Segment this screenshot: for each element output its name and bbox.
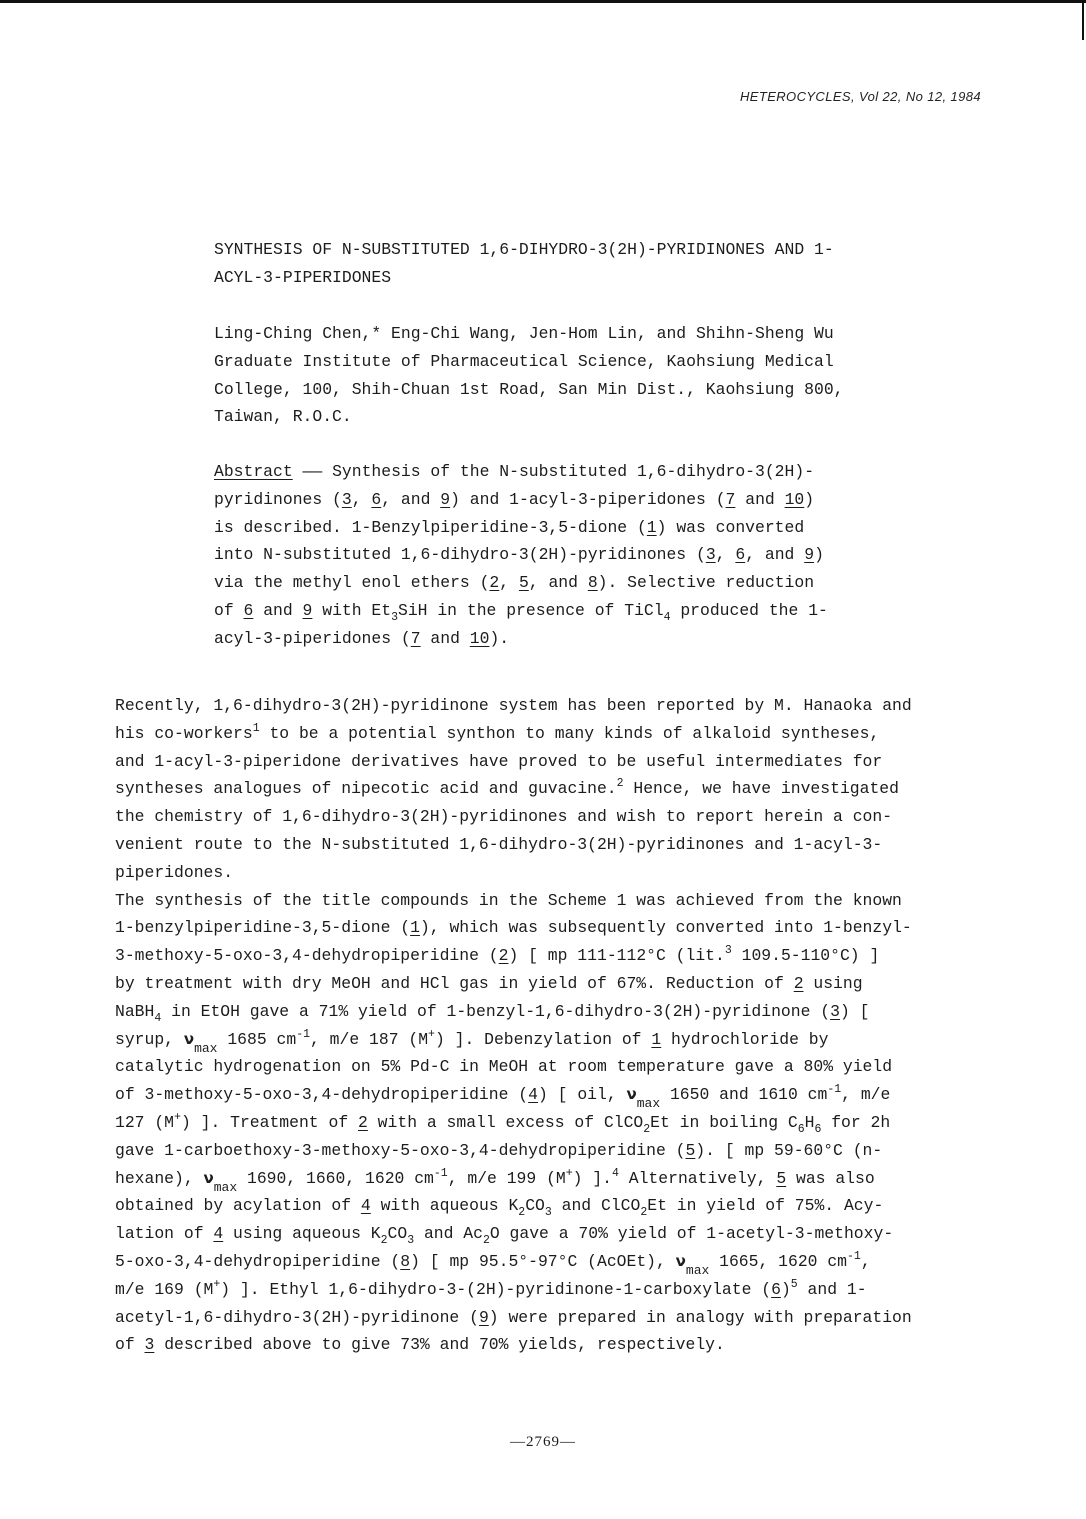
body-line: acetyl-1,6-dihydro-3(2H)-pyridinone (9) were prepared in analogy with preparation xyxy=(115,1307,912,1327)
reference-marker: 1 xyxy=(252,721,260,735)
body-line: of 3-methoxy-5-oxo-3,4-dehydropiperidine (4) [ oil, $\nu_{max}$ 1650 and 1610 $cm^{-1}$, m/e xyxy=(115,1083,891,1112)
body-line: gave 1-carboethoxy-3-methoxy-5-oxo-3,4-dehydropiperidine (5). [ mp 59-60°C (n- xyxy=(115,1140,883,1160)
compound-ref: 9 xyxy=(440,489,451,509)
abstract-line: of 6 and 9 with $Et_3SiH$ in the presence of TiCl$_4$ produced the 1- xyxy=(214,600,828,624)
title-line: ACYL-3-PIPERIDONES xyxy=(214,267,392,287)
body-line: syrup, $\nu_{max}$ 1685 $cm^{-1}$, m/e 187 (M+) ]. Debenzylation of 1 hydrochloride by xyxy=(115,1027,829,1056)
reference-marker: 4 xyxy=(612,1166,619,1180)
abstract-line: acyl-3-piperidones (7 and 10). xyxy=(214,628,510,648)
journal-citation: HETEROCYCLES, Vol 22, No 12, 1984 xyxy=(740,89,982,104)
affiliation-line: Taiwan, R.O.C. xyxy=(214,407,352,427)
body-line: 127 (M+) ]. Treatment of 2 with a small excess of ClCO$_2$Et in boiling $C_6H_6$ for 2h xyxy=(115,1110,891,1136)
body-text xyxy=(115,692,1015,1359)
body-line: hexane), $\nu_{max}$ 1690, 1660, 1620 $cm^{-1}$, m/e 199 (M+) ].$^4$ Alternatively, 5 was also xyxy=(115,1166,875,1195)
compound-ref: 1 xyxy=(646,517,657,537)
compound-ref: 10 xyxy=(469,628,490,648)
body-line: 3-methoxy-5-oxo-3,4-dehydropiperidine (2) [ mp 111-112°C (lit.$^3$ 109.5-110°C) ] xyxy=(115,944,880,966)
body-line: lation of 4 using aqueous $K_2CO_3$ and $Ac_2O$ gave a 70% yield of 1-acetyl-3-methoxy- xyxy=(115,1224,894,1248)
affiliation-line: Graduate Institute of Pharmaceutical Science, Kaohsiung Medical xyxy=(214,351,834,371)
reference-marker: 5 xyxy=(790,1277,798,1291)
paper-title xyxy=(214,236,934,292)
abstract-line: via the methyl enol ethers (2, 5, and 8). Selective reduction xyxy=(214,573,815,593)
compound-ref: 2 xyxy=(489,573,500,593)
compound-ref: 8 xyxy=(587,573,598,593)
abstract xyxy=(214,458,934,653)
compound-ref: 6 xyxy=(243,600,254,620)
affiliation-line: College, 100, Shih-Chuan 1st Road, San Min Dist., Kaohsiung 800, xyxy=(214,379,844,399)
reference-marker: 2 xyxy=(616,777,624,791)
body-line: m/e 169 (M+) ]. Ethyl 1,6-dihydro-3-(2H)-pyridinone-1-carboxylate $(6)^5$ and 1- xyxy=(115,1277,867,1299)
abstract-line: is described. 1-Benzylpiperidine-3,5-dione (1) was converted xyxy=(214,517,805,537)
page-edge-right xyxy=(1082,0,1084,40)
compound-ref: 3 xyxy=(705,545,716,565)
body-line: syntheses analogues of nipecotic acid and guvacine.$^2$ Hence, we have investigated xyxy=(115,777,899,799)
compound-ref: 9 xyxy=(302,600,313,620)
abstract-line: pyridinones (3, 6, and 9) and 1-acyl-3-piperidones (7 and 10) xyxy=(214,489,815,509)
compound-ref: 6 xyxy=(735,545,746,565)
author-block xyxy=(214,320,934,431)
body-line: of 3 described above to give 73% and 70% yields, respectively. xyxy=(115,1335,725,1355)
compound-ref: 9 xyxy=(804,545,815,565)
body-line: obtained by acylation of 4 with aqueous $K_2CO_3$ and ClCO$_2$Et in yield of 75%. Acy- xyxy=(115,1196,884,1220)
abstract-line: Abstract —— Synthesis of the N-substituted 1,6-dihydro-3(2H)- xyxy=(214,462,815,481)
body-line: piperidones. xyxy=(115,862,234,882)
compound-ref: 6 xyxy=(371,489,382,509)
body-line: 1-benzylpiperidine-3,5-dione (1), which was subsequently converted into 1-benzyl- xyxy=(115,918,912,938)
author-names: Ling-Ching Chen,* Eng-Chi Wang, Jen-Hom Lin, and Shihn-Sheng Wu xyxy=(214,324,834,343)
compound-ref: 7 xyxy=(725,489,736,509)
page-edge-top xyxy=(0,0,1086,3)
body-line: by treatment with dry MeOH and HCl gas in yield of 67%. Reduction of 2 using xyxy=(115,973,863,993)
abstract-line: into N-substituted 1,6-dihydro-3(2H)-pyridinones (3, 6, and 9) xyxy=(214,545,824,565)
body-line: venient route to the N-substituted 1,6-dihydro-3(2H)-pyridinones and 1-acyl-3- xyxy=(115,834,883,854)
body-line: and 1-acyl-3-piperidone derivatives have proved to be useful intermediates for xyxy=(115,751,883,771)
abstract-label: Abstract xyxy=(214,462,293,481)
page-number: —2769— xyxy=(510,1434,576,1450)
title-line: SYNTHESIS OF N-SUBSTITUTED 1,6-DIHYDRO-3(2H)-PYRIDINONES AND 1- xyxy=(214,240,834,259)
compound-ref: 3 xyxy=(341,489,352,509)
compound-ref: 7 xyxy=(410,628,421,648)
body-line: the chemistry of 1,6-dihydro-3(2H)-pyridinones and wish to report herein a con- xyxy=(115,807,893,827)
body-line: Recently, 1,6-dihydro-3(2H)-pyridinone system has been reported by M. Hanaoka and xyxy=(115,696,912,715)
compound-ref: 5 xyxy=(518,573,529,593)
body-line: The synthesis of the title compounds in the Scheme 1 was achieved from the known xyxy=(115,890,902,910)
compound-ref: 10 xyxy=(784,489,805,509)
body-line: NaBH$_4$ in EtOH gave a 71% yield of 1-benzyl-1,6-dihydro-3(2H)-pyridinone (3) [ xyxy=(115,1001,870,1025)
nu-symbol: ν xyxy=(183,1029,195,1048)
body-line: his co-workers$^1$ to be a potential synthon to many kinds of alkaloid syntheses, xyxy=(115,721,880,743)
body-line: catalytic hydrogenation on 5% Pd-C in MeOH at room temperature gave a 80% yield xyxy=(115,1057,893,1077)
body-line: 5-oxo-3,4-dehydropiperidine (8) [ mp 95.5°-97°C (AcOEt), $\nu_{max}$ 1665, 1620 $cm^{-1}$, xyxy=(115,1249,871,1278)
reference-marker: 3 xyxy=(724,944,732,958)
